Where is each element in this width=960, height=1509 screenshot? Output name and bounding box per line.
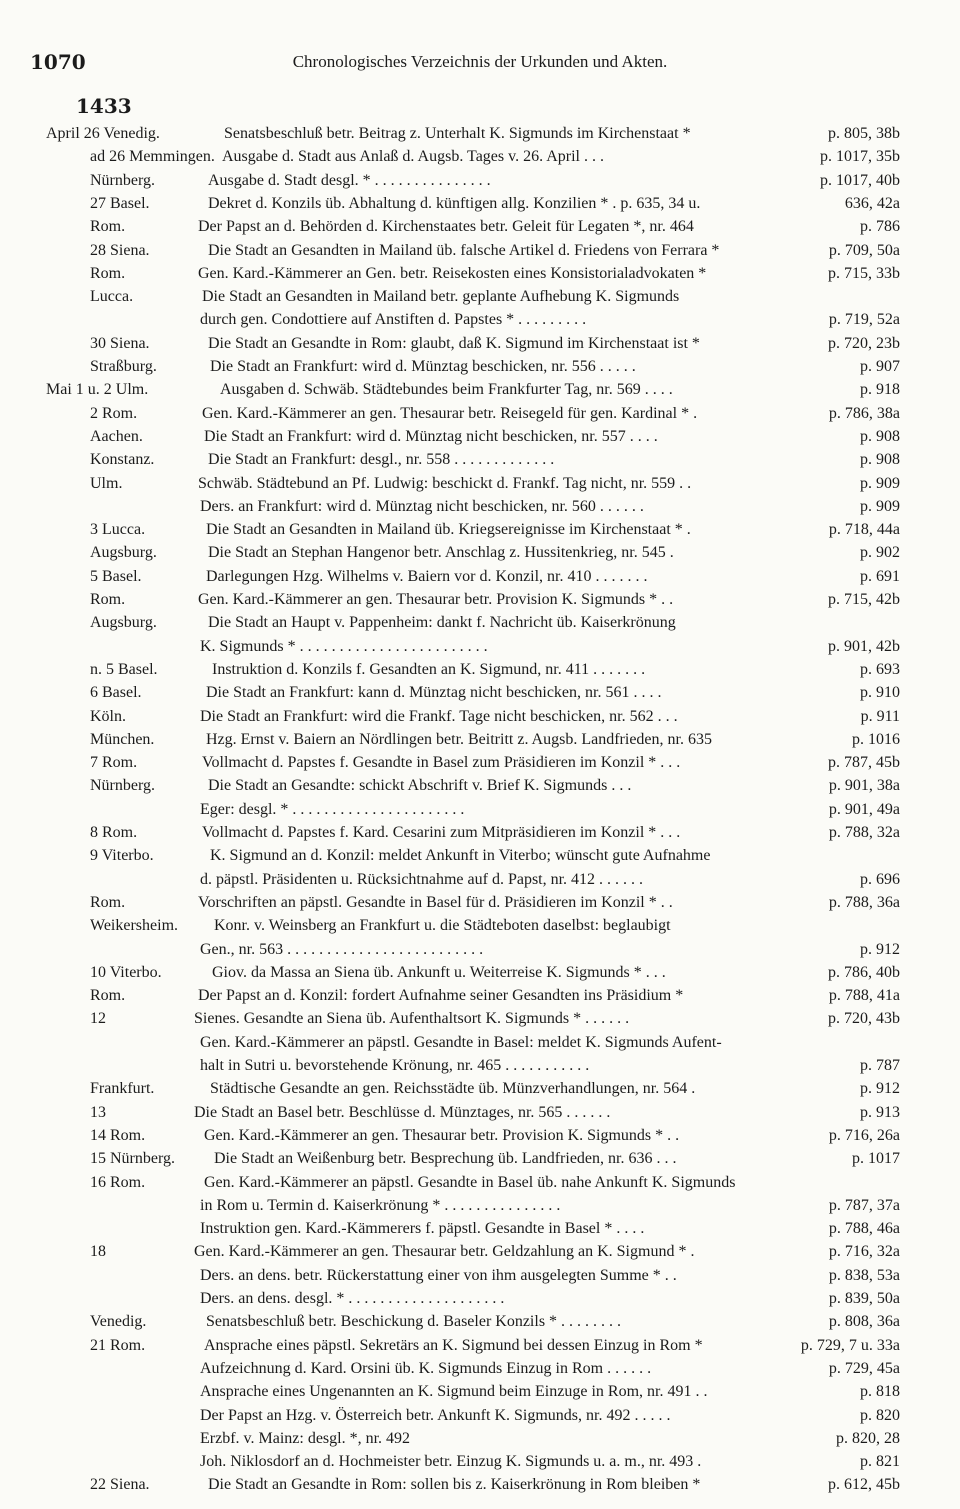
list-item — [0, 379, 960, 401]
list-item — [0, 1358, 960, 1380]
entry-page-reference: p. 913 — [860, 1103, 900, 1121]
list-item — [0, 775, 960, 797]
entry-text: Die Stadt an Gesandten in Mailand betr. geplante Aufhebung K. Sigmunds — [202, 288, 680, 306]
entry-page-reference: p. 729, 45a — [828, 1359, 900, 1377]
entry-text: Vollmacht d. Papstes f. Gesandte in Basel zum Präsidieren im Konzil * . . . — [202, 754, 681, 772]
entry-text: Die Stadt an Basel betr. Beschlüsse d. Münztages, nr. 565 . . . . . . — [194, 1103, 611, 1121]
entry-date: Augsburg. — [90, 614, 157, 632]
entry-date: 27 Basel. — [90, 194, 150, 212]
entry-text: Dekret d. Konzils üb. Abhaltung d. künftigen allg. Konzilien * . p. 635, 34 u. — [208, 194, 701, 212]
entry-page-reference: p. 715, 33b — [828, 264, 900, 282]
entry-text: Schwäb. Städtebund an Pf. Ludwig: beschickt d. Frankf. Tag nicht, nr. 559 . . — [198, 474, 692, 492]
list-item — [0, 729, 960, 751]
entry-page-reference: p. 910 — [860, 684, 900, 702]
entry-page-reference: p. 1017, 35b — [820, 148, 900, 166]
entry-date: Weikersheim. — [90, 917, 179, 935]
list-item — [0, 845, 960, 867]
entry-text: Vorschriften an päpstl. Gesandte in Basel für d. Präsidieren im Konzil * . . — [198, 893, 673, 911]
entry-page-reference: p. 715, 42b — [828, 591, 900, 608]
entry-date: n. 5 Basel. — [90, 660, 158, 678]
entry-page-reference: p. 808, 36a — [828, 1313, 900, 1331]
list-item — [0, 962, 960, 984]
entry-date: 28 Siena. — [90, 241, 150, 259]
entry-date: Aachen. — [90, 427, 143, 445]
entry-page-reference: p. 820, 28 — [836, 1429, 900, 1447]
list-item — [0, 706, 960, 728]
entry-text: Gen. Kard.-Kämmerer an Gen. betr. Reisekosten eines Konsistorialadvokaten * — [198, 264, 707, 282]
entry-text: Gen. Kard.-Kämmerer an päpstl. Gesandte in Basel üb. nahe Ankunft K. Sigmunds — [204, 1173, 736, 1191]
entry-text: Giov. da Massa an Siena üb. Ankunft u. Weiterreise K. Sigmunds * . . . — [212, 963, 666, 981]
entry-page-reference: p. 719, 52a — [828, 311, 900, 329]
entry-page-reference: p. 786 — [860, 218, 900, 236]
list-item — [0, 1218, 960, 1240]
list-item — [0, 1335, 960, 1357]
entry-page-reference: p. 788, 41a — [828, 987, 900, 1005]
entry-date: Rom. — [90, 264, 126, 282]
list-item — [0, 1311, 960, 1333]
list-item — [0, 1381, 960, 1403]
entry-date: 15 Nürnberg. — [90, 1150, 176, 1168]
page-number: 1070 — [30, 50, 86, 74]
entry-text: Senatsbeschluß betr. Beitrag z. Unterhalt K. Sigmunds im Kirchenstaat * — [224, 125, 691, 142]
entry-text: Die Stadt an Weißenburg betr. Besprechung üb. Landfrieden, nr. 636 . . . — [214, 1150, 677, 1168]
list-item — [0, 123, 960, 145]
entry-date: Nürnberg. — [90, 777, 156, 795]
list-item — [0, 636, 960, 658]
entry-text: Die Stadt an Stephan Hangenor betr. Anschlag z. Hussitenkrieg, nr. 545 . — [208, 544, 674, 562]
entry-page-reference: p. 716, 26a — [828, 1126, 900, 1144]
list-item — [0, 1125, 960, 1147]
list-item — [0, 892, 960, 914]
list-item — [0, 1078, 960, 1100]
entry-text: Vollmacht d. Papstes f. Kard. Cesarini zum Mitpräsidieren im Konzil * . . . — [202, 824, 681, 841]
entry-date: ad 26 Memmingen. — [90, 148, 215, 166]
entry-date: 16 Rom. — [90, 1173, 146, 1191]
entry-date: 7 Rom. — [90, 754, 138, 772]
entry-page-reference: p. 787, 37a — [828, 1196, 900, 1214]
list-item — [0, 1241, 960, 1263]
entry-page-reference: p. 839, 50a — [828, 1290, 900, 1307]
entry-text: Die Stadt an Frankfurt: kann d. Münztag nicht beschicken, nr. 561 . . . . — [206, 684, 662, 702]
entry-date: 3 Lucca. — [90, 521, 146, 539]
entry-page-reference: p. 818 — [860, 1383, 900, 1401]
list-item — [0, 915, 960, 937]
entry-text: Die Stadt an Frankfurt: wird d. Münztag nicht beschicken, nr. 557 . . . . — [204, 427, 658, 445]
entry-page-reference: p. 788, 36a — [828, 893, 900, 911]
list-item — [0, 1148, 960, 1170]
entry-text: Der Papst an d. Behörden d. Kirchenstaates betr. Geleit für Legaten *, nr. 464 — [198, 218, 694, 236]
list-item — [0, 566, 960, 588]
list-item — [0, 403, 960, 425]
entry-text: Gen., nr. 563 . . . . . . . . . . . . . . . . . . . . . . . . . — [200, 940, 484, 958]
list-item — [0, 1055, 960, 1077]
entry-text: Aufzeichnung d. Kard. Orsini üb. K. Sigmunds Einzug in Rom . . . . . . — [200, 1359, 652, 1377]
entry-date: Frankfurt. — [90, 1080, 155, 1098]
list-item — [0, 193, 960, 215]
entry-text: Erzbf. v. Mainz: desgl. *, nr. 492 — [200, 1429, 411, 1447]
list-item — [0, 542, 960, 564]
entry-page-reference: p. 908 — [860, 451, 900, 469]
entry-page-reference: p. 787 — [860, 1057, 900, 1074]
list-item — [0, 1288, 960, 1310]
list-item — [0, 519, 960, 541]
list-item — [0, 333, 960, 355]
entry-date: Köln. — [90, 707, 126, 725]
entry-text: Gen. Kard.-Kämmerer an gen. Thesaurar betr. Geldzahlung an K. Sigmund * . — [194, 1243, 695, 1261]
entry-text: halt in Sutri u. bevorstehende Krönung, nr. 465 . . . . . . . . . . . — [200, 1057, 590, 1074]
entry-date: Konstanz. — [90, 451, 155, 469]
entry-page-reference: p. 901, 49a — [828, 800, 900, 818]
entry-page-reference: p. 696 — [860, 870, 900, 888]
entry-text: Die Stadt an Haupt v. Pappenheim: dankt f. Nachricht üb. Kaiserkrönung — [208, 614, 676, 632]
entry-text: Der Papst an Hzg. v. Österreich betr. Ankunft K. Sigmunds, nr. 492 . . . . . — [200, 1406, 671, 1424]
entry-text: durch gen. Condottiere auf Anstiften d. Papstes * . . . . . . . . . — [200, 311, 587, 329]
list-item — [0, 240, 960, 262]
entry-page-reference: p. 1016 — [852, 730, 900, 748]
entry-date: 10 Viterbo. — [90, 963, 162, 981]
entry-page-reference: p. 1017 — [852, 1150, 900, 1168]
list-item — [0, 939, 960, 961]
entry-date: 9 Viterbo. — [90, 847, 154, 865]
list-item — [0, 799, 960, 821]
entry-text: Die Stadt an Gesandten in Mailand üb. Kriegsereignisse im Kirchenstaat * . — [206, 521, 691, 539]
entry-text: Senatsbeschluß betr. Beschickung d. Baseler Konzils * . . . . . . . . — [206, 1313, 622, 1331]
entry-text: Ders. an Frankfurt: wird d. Münztag nicht beschicken, nr. 560 . . . . . . — [200, 497, 644, 515]
running-title: Chronologisches Verzeichnis der Urkunden und Akten. — [292, 52, 668, 71]
entry-text: Ders. an dens. desgl. * . . . . . . . . . . . . . . . . . . . . — [200, 1290, 505, 1307]
entry-text: Gen. Kard.-Kämmerer an gen. Thesaurar betr. Reisegeld für gen. Kardinal * . — [202, 404, 698, 422]
entry-text: Ders. an dens. betr. Rückerstattung einer von ihm ausgelegten Summe * . . — [200, 1266, 677, 1284]
entry-text: Ausgaben d. Schwäb. Städtebundes beim Frankfurter Tag, nr. 569 . . . . — [220, 381, 673, 399]
entry-text: Hzg. Ernst v. Baiern an Nördlingen betr. Beitritt z. Augsb. Landfrieden, nr. 635 — [206, 730, 712, 748]
entry-page-reference: p. 720, 23b — [828, 334, 900, 352]
list-item — [0, 309, 960, 331]
entry-text: Joh. Niklosdorf an d. Hochmeister betr. Einzug K. Sigmunds u. a. m., nr. 493 . — [200, 1453, 702, 1471]
list-item — [0, 752, 960, 774]
list-item — [0, 1451, 960, 1473]
list-item — [0, 146, 960, 168]
entry-date: 21 Rom. — [90, 1336, 146, 1354]
entry-text: Die Stadt an Gesandten in Mailand üb. falsche Artikel d. Friedens von Ferrara * — [208, 241, 720, 259]
entry-text: in Rom u. Termin d. Kaiserkrönung * . . . . . . . . . . . . . . . — [200, 1196, 561, 1214]
entry-page-reference: p. 787, 45b — [828, 754, 900, 772]
list-item — [0, 1428, 960, 1450]
entry-page-reference: p. 718, 44a — [828, 521, 900, 539]
entry-text: Ansprache eines Ungenannten an K. Sigmund beim Einzuge in Rom, nr. 491 . . — [200, 1383, 708, 1401]
list-item — [0, 170, 960, 192]
entry-page-reference: p. 788, 46a — [828, 1220, 900, 1238]
entry-date: 8 Rom. — [90, 824, 138, 841]
entry-date: 18 — [90, 1243, 106, 1261]
entry-page-reference: p. 902 — [860, 544, 900, 562]
entry-text: Die Stadt an Frankfurt: wird die Frankf. Tage nicht beschicken, nr. 562 . . . — [200, 707, 678, 725]
entry-date: Rom. — [90, 893, 126, 911]
entry-text: K. Sigmund an d. Konzil: meldet Ankunft in Viterbo; wünscht gute Aufnahme — [210, 847, 711, 865]
entry-text: Gen. Kard.-Kämmerer an gen. Thesaurar betr. Provision K. Sigmunds * . . — [204, 1126, 680, 1144]
entry-page-reference: p. 805, 38b — [828, 125, 900, 142]
entry-page-reference: p. 918 — [860, 381, 900, 399]
entry-text: Ausgabe d. Stadt aus Anlaß d. Augsb. Tages v. 26. April . . . — [222, 148, 604, 166]
entry-page-reference: p. 729, 7 u. 33a — [800, 1336, 900, 1354]
list-item — [0, 426, 960, 448]
entry-page-reference: p. 901, 38a — [828, 777, 900, 795]
list-item — [0, 1032, 960, 1054]
entry-page-reference: p. 786, 38a — [828, 404, 900, 422]
entry-page-reference: p. 912 — [860, 1080, 900, 1098]
list-item — [0, 822, 960, 844]
entry-date: Rom. — [90, 591, 126, 608]
year-heading: 1433 — [76, 94, 132, 118]
list-item — [0, 216, 960, 238]
entry-page-reference: p. 720, 43b — [828, 1010, 900, 1028]
entry-date: München. — [90, 730, 155, 748]
entry-text: Instruktion d. Konzils f. Gesandten an K. Sigmund, nr. 411 . . . . . . . — [212, 660, 646, 678]
entry-text: d. päpstl. Präsidenten u. Rücksichtnahme auf d. Papst, nr. 412 . . . . . . — [200, 870, 644, 888]
entry-date: Straßburg. — [90, 358, 157, 375]
list-item — [0, 286, 960, 308]
entry-date: Venedig. — [90, 1313, 147, 1331]
entry-date: Lucca. — [90, 288, 134, 306]
entry-text: Gen. Kard.-Kämmerer an päpstl. Gesandte in Basel: meldet K. Sigmunds Aufent- — [200, 1033, 722, 1051]
entry-text: Die Stadt an Gesandte in Rom: glaubt, daß K. Sigmund im Kirchenstaat ist * — [208, 334, 700, 352]
entry-date: Ulm. — [90, 474, 123, 492]
entry-page-reference: p. 693 — [860, 660, 900, 678]
entry-page-reference: p. 911 — [860, 707, 900, 725]
entry-text: Sienes. Gesandte an Siena üb. Aufenthaltsort K. Sigmunds * . . . . . . — [194, 1010, 630, 1028]
entry-text: Ausgabe d. Stadt desgl. * . . . . . . . . . . . . . . . — [208, 171, 491, 189]
entry-text: Die Stadt an Frankfurt: desgl., nr. 558 . . . . . . . . . . . . . — [208, 451, 555, 469]
list-item — [0, 1265, 960, 1287]
list-item — [0, 612, 960, 634]
entry-date: 2 Rom. — [90, 404, 138, 422]
entry-page-reference: p. 1017, 40b — [820, 171, 900, 189]
entry-page-reference: p. 709, 50a — [828, 241, 900, 259]
list-item — [0, 659, 960, 681]
entry-page-reference: 636, 42a — [844, 194, 900, 212]
list-item — [0, 473, 960, 495]
entry-text: K. Sigmunds * . . . . . . . . . . . . . . . . . . . . . . . . — [200, 637, 488, 655]
entry-date: 12 — [90, 1010, 106, 1028]
entry-text: Darlegungen Hzg. Wilhelms v. Baiern vor d. Konzil, nr. 410 . . . . . . . — [206, 567, 648, 585]
entry-page-reference: p. 912 — [860, 940, 900, 958]
list-item — [0, 589, 960, 611]
list-item — [0, 1474, 960, 1496]
entry-date: Rom. — [90, 218, 126, 236]
entry-date: 22 Siena. — [90, 1476, 150, 1494]
list-item — [0, 1405, 960, 1427]
entry-text: Die Stadt an Gesandte: schickt Abschrift v. Brief K. Sigmunds . . . — [208, 777, 632, 795]
entry-text: Der Papst an d. Konzil: fordert Aufnahme seiner Gesandten ins Präsidium * — [198, 987, 684, 1005]
entry-date: Rom. — [90, 987, 126, 1005]
entry-date: April 26 Venedig. — [46, 125, 160, 142]
entry-text: Die Stadt an Gesandte in Rom: sollen bis z. Kaiserkrönung in Rom bleiben * — [208, 1476, 701, 1494]
entry-date: 5 Basel. — [90, 567, 142, 585]
entry-date: 6 Basel. — [90, 684, 142, 702]
entry-text: Gen. Kard.-Kämmerer an gen. Thesaurar betr. Provision K. Sigmunds * . . — [198, 591, 674, 608]
entry-page-reference: p. 788, 32a — [828, 824, 900, 841]
entry-date: 13 — [90, 1103, 106, 1121]
entry-date: Augsburg. — [90, 544, 157, 562]
entry-page-reference: p. 907 — [860, 358, 900, 375]
entry-date: 14 Rom. — [90, 1126, 146, 1144]
entry-page-reference: p. 909 — [860, 497, 900, 515]
list-item — [0, 263, 960, 285]
entry-text: Konr. v. Weinsberg an Frankfurt u. die Städteboten daselbst: beglaubigt — [214, 917, 671, 935]
list-item — [0, 682, 960, 704]
list-item — [0, 869, 960, 891]
entry-page-reference: p. 901, 42b — [828, 637, 900, 655]
list-item — [0, 356, 960, 378]
list-item — [0, 1102, 960, 1124]
list-item — [0, 1172, 960, 1194]
list-item — [0, 449, 960, 471]
entry-page-reference: p. 821 — [860, 1453, 900, 1471]
list-item — [0, 496, 960, 518]
entry-date: 30 Siena. — [90, 334, 150, 352]
entry-text: Eger: desgl. * . . . . . . . . . . . . . . . . . . . . . . — [200, 800, 465, 818]
entry-page-reference: p. 691 — [860, 567, 900, 585]
list-item — [0, 985, 960, 1007]
entry-page-reference: p. 612, 45b — [828, 1476, 900, 1494]
list-item — [0, 1195, 960, 1217]
entry-page-reference: p. 838, 53a — [828, 1266, 900, 1284]
entry-page-reference: p. 908 — [860, 427, 900, 445]
entry-text: Instruktion gen. Kard.-Kämmerers f. päpstl. Gesandte in Basel * . . . . — [200, 1220, 645, 1238]
entry-text: Die Stadt an Frankfurt: wird d. Münztag beschicken, nr. 556 . . . . . — [210, 358, 636, 375]
entry-date: Nürnberg. — [90, 171, 156, 189]
entry-page-reference: p. 716, 32a — [828, 1243, 900, 1261]
entry-page-reference: p. 820 — [860, 1406, 900, 1424]
entry-text: Städtische Gesandte an gen. Reichsstädte üb. Münzverhandlungen, nr. 564 . — [210, 1080, 696, 1098]
entry-text: Ansprache eines päpstl. Sekretärs an K. Sigmund bei dessen Einzug in Rom * — [204, 1336, 703, 1354]
entry-date: Mai 1 u. 2 Ulm. — [46, 381, 149, 399]
entry-page-reference: p. 909 — [860, 474, 900, 492]
list-item — [0, 1008, 960, 1030]
entry-page-reference: p. 786, 40b — [828, 963, 900, 981]
